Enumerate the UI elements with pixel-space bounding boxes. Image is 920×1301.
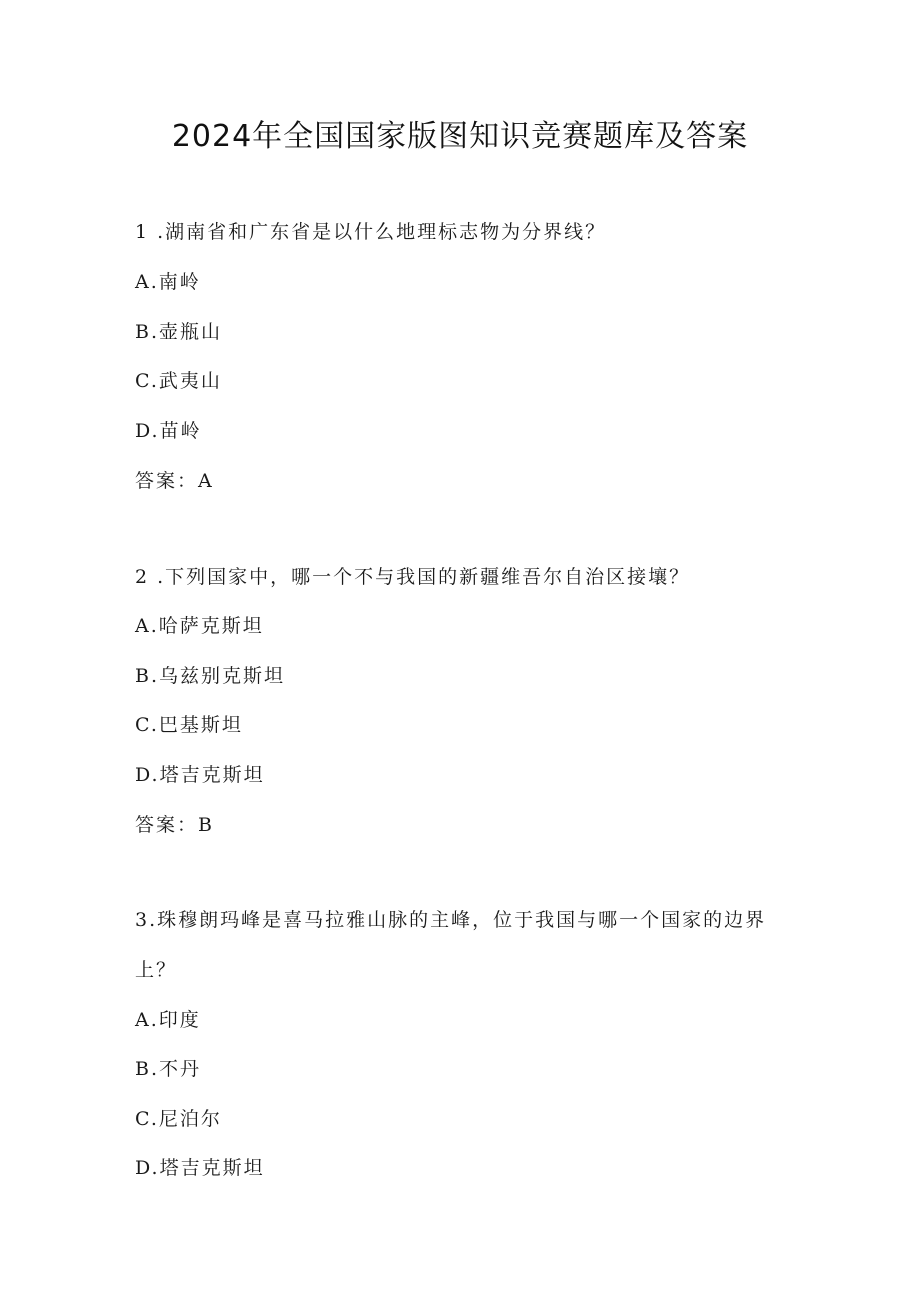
question-1-option-c: C.武夷山 — [135, 370, 222, 392]
question-2-option-b: B.乌兹别克斯坦 — [135, 665, 286, 687]
question-3-option-c: C.尼泊尔 — [135, 1108, 222, 1130]
question-1-option-b: B.壶瓶山 — [135, 321, 223, 343]
question-2-option-a: A.哈萨克斯坦 — [135, 615, 264, 637]
question-3-option-b: B.不丹 — [135, 1058, 202, 1080]
question-2-answer: 答案：B — [135, 814, 214, 836]
question-1-option-d: D.苗岭 — [135, 420, 202, 442]
question-2-option-d: D.塔吉克斯坦 — [135, 764, 265, 786]
question-3-option-d: D.塔吉克斯坦 — [135, 1157, 265, 1179]
question-3-option-a: A.印度 — [135, 1009, 201, 1031]
question-3-stem-line-2: 上？ — [135, 959, 178, 981]
question-1-answer: 答案：A — [135, 470, 214, 492]
document-title: 2024年全国国家版图知识竞赛题库及答案 — [171, 119, 749, 154]
question-2-option-c: C.巴基斯坦 — [135, 714, 243, 736]
question-1-stem: 1 .湖南省和广东省是以什么地理标志物为分界线？ — [135, 221, 607, 243]
question-3-stem-line-1: 3.珠穆朗玛峰是喜马拉雅山脉的主峰，位于我国与哪一个国家的边界 — [135, 909, 767, 931]
question-1-option-a: A.南岭 — [135, 271, 201, 293]
question-2-stem: 2 .下列国家中，哪一个不与我国的新疆维吾尔自治区接壤？ — [135, 566, 691, 588]
